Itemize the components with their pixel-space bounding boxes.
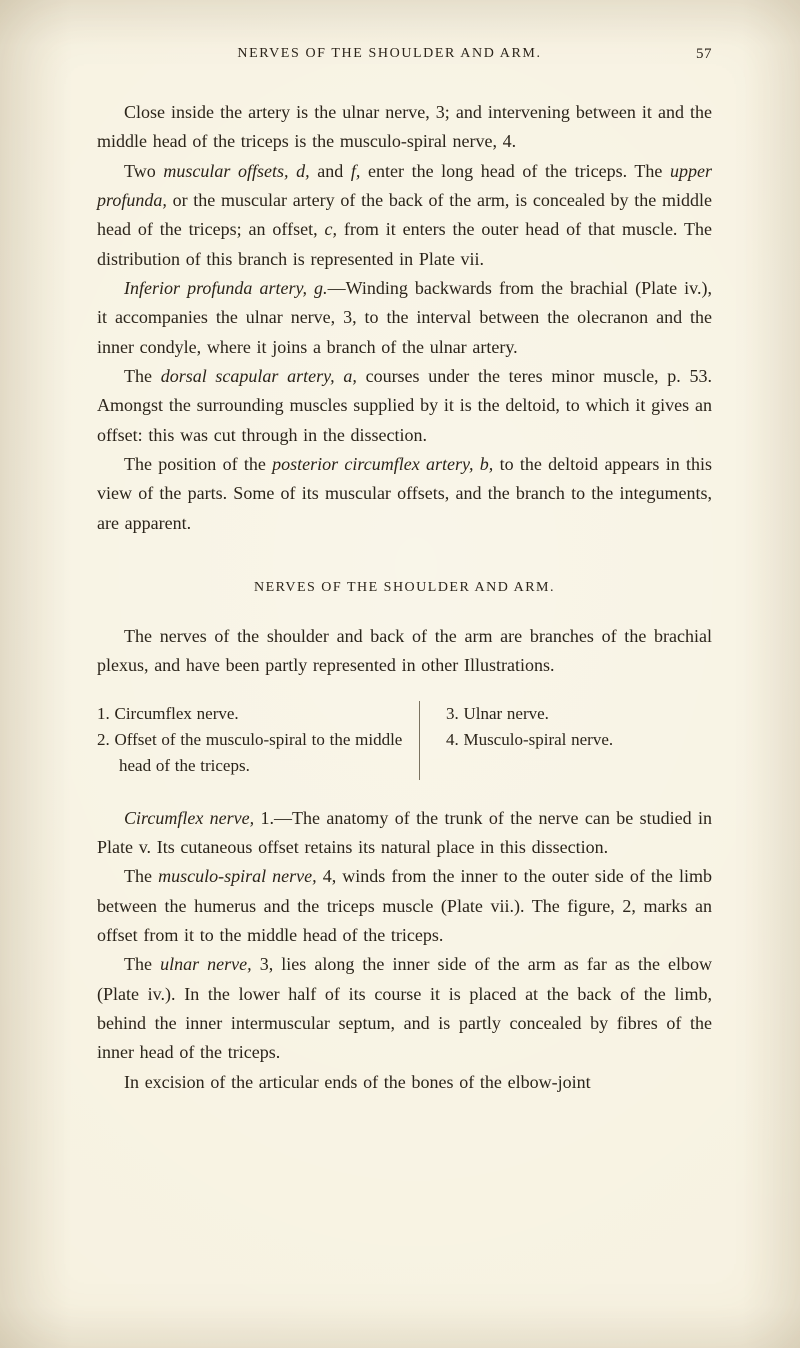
text-run: In excision of the articular ends of the bones of the elbow-joint [124,1071,591,1092]
italic-term: dorsal scapular artery, a, [160,365,357,386]
paragraph [97,274,712,362]
text-run: from it enters the outer head of that muscle. The distribution of this branch is represented in Plate vii. [97,219,712,269]
italic-term: f, [350,160,361,181]
running-header [97,46,712,68]
running-header-title: NERVES OF THE SHOULDER AND ARM. [237,46,542,61]
figure-key-item: 4. Musculo-spiral nerve. [445,729,614,749]
text-run: Close inside the artery is the ulnar nerve, 3; and intervening between it and the middle head of the triceps is the musculo-spiral nerve, 4. [97,102,712,152]
italic-term: ulnar nerve, [160,954,252,975]
text-run: The nerves of the shoulder and back of the arm are branches of the brachial plexus, and have been partly represented in other Illustrations. [97,625,712,676]
text-run: The [124,954,161,975]
paragraph [97,804,712,863]
section-heading: NERVES OF THE SHOULDER AND ARM. [253,579,556,595]
text-run: 3, lies along the inner side of the arm as far as the elbow (Plate iv.). In the lower half of its course it is placed at the back of the limb, behind the inner intermuscular septum, and is partly concealed by fibres of the inner head of the triceps. [97,954,713,1063]
paragraph [97,98,712,157]
paragraph [97,622,712,681]
italic-term: upper profunda, [97,160,713,210]
paragraph [97,157,712,274]
figure-key-item: 1. Circumflex nerve. [97,703,239,723]
paragraph [97,450,712,538]
text-run: The [124,866,159,887]
figure-key-right-column [420,701,712,780]
text-run: or the muscular artery of the back of the arm, is concealed by the middle head of the triceps; an offset, [97,189,712,240]
top-paragraphs [97,98,712,538]
text-run: 4, winds from the inner to the outer side of the limb between the humerus and the triceps muscle (Plate vii.). The figure, 2, marks an offset from it to the middle head of the triceps. [97,866,713,945]
text-run: and [309,160,351,181]
text-run: courses under the teres minor muscle, p. 53. Amongst the surrounding muscles supplied by it is the deltoid, to which it gives an offset: this was cut through in the dissection. [97,365,712,445]
page-body [97,98,712,1097]
text-run: Two [124,160,164,181]
bottom-paragraphs [97,804,712,1097]
italic-term: c, [324,219,337,240]
text-run: 1.—The anatomy of the trunk of the nerve can be studied in Plate v. Its cutaneous offset retains its natural place in this dissection. [97,807,712,857]
intro-paragraph [97,622,712,681]
text-run: —Winding backwards from the brachial (Plate iv.), it accompanies the ulnar nerve, 3, to the interval between the olecranon and the inner condyle, where it joins a branch of the ulnar artery. [97,277,712,357]
page-number: 57 [696,46,712,62]
italic-term: Circumflex nerve, [124,807,255,828]
text-run: enter the long head of the triceps. The [360,160,671,181]
italic-term: muscular offsets, d, [163,160,310,181]
text-run: The position of the [124,453,273,474]
italic-term: posterior circumflex artery, b, [272,453,494,474]
paragraph [97,1068,712,1097]
figure-key-item: 2. Offset of the musculo-spiral to the middle head of the triceps. [97,729,403,776]
paragraph [97,950,712,1067]
figure-key-item: 3. Ulnar nerve. [445,703,549,723]
italic-term: musculo-spiral nerve, [158,866,317,887]
italic-term: Inferior profunda artery, g. [124,277,328,298]
text-run: The [124,365,161,386]
paragraph [97,862,712,950]
text-run: to the deltoid appears in this view of the parts. Some of its muscular offsets, and the branch to the integuments, are apparent. [97,453,712,533]
figure-key-list [97,701,712,780]
figure-key-left-column [97,701,419,780]
paragraph [97,362,712,450]
